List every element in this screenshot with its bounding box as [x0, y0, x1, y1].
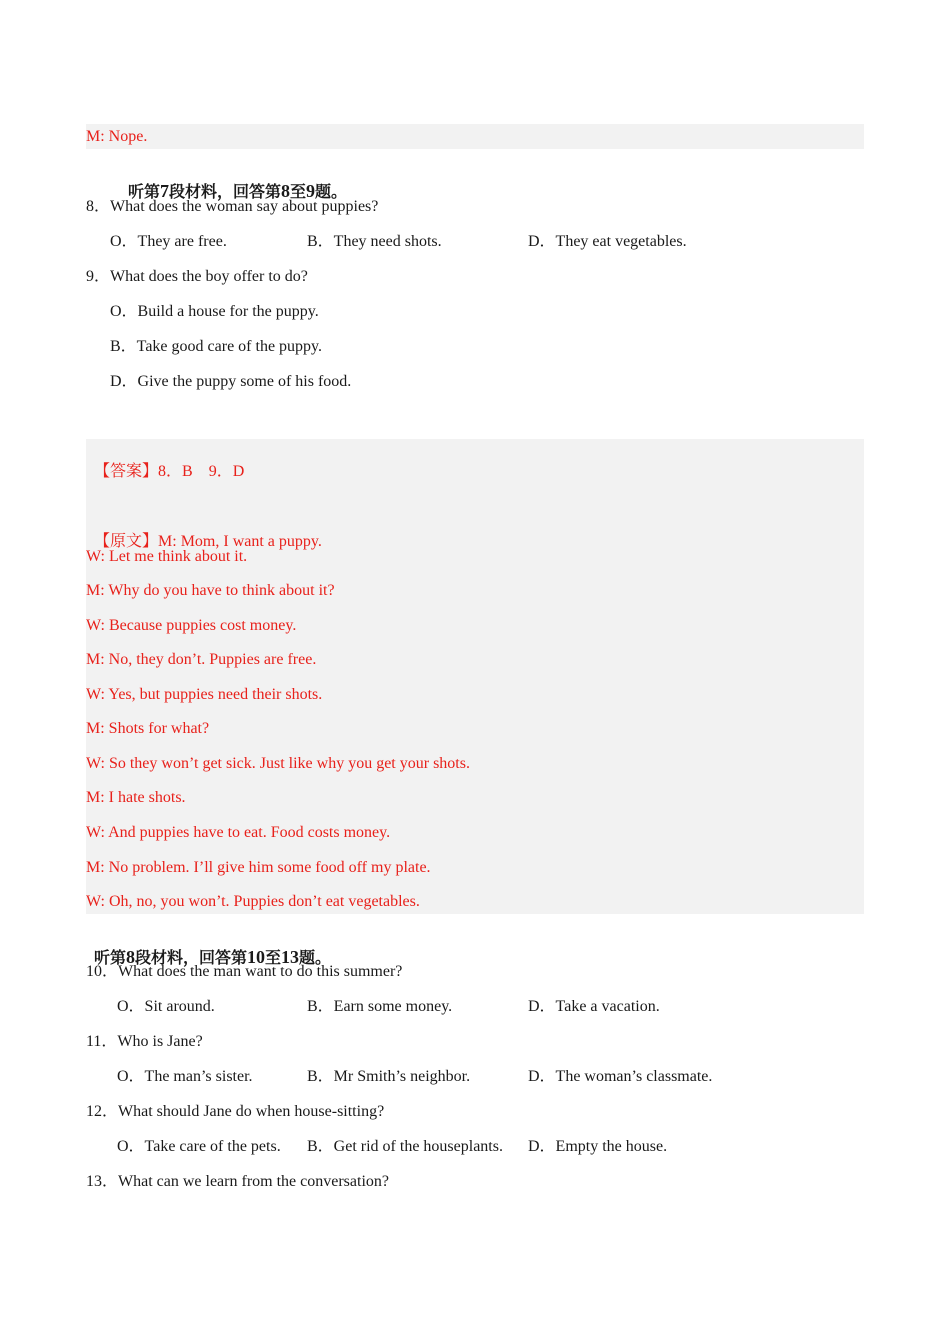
heading-text: 段材料，回答第: [135, 950, 248, 967]
transcript-line: W: So they won’t get sick. Just like why you get your shots.: [86, 755, 470, 772]
transcript-line: W: Yes, but puppies need their shots.: [86, 686, 323, 703]
transcript-line: M: No problem. I’ll give him some food off my plate.: [86, 859, 431, 876]
question-8-option-o: O．They are free.: [110, 233, 227, 250]
heading-text: 题。: [315, 184, 348, 201]
heading-text: 至: [265, 950, 282, 967]
heading-number: 7: [160, 181, 170, 201]
question-9-option-o: O．Build a house for the puppy.: [110, 303, 319, 320]
heading-text: 听第: [128, 184, 161, 201]
transcript-bracket: 【原文】: [94, 533, 159, 550]
question-11-option-b: B．Mr Smith’s neighbor.: [307, 1068, 471, 1085]
transcript-first-line: [86, 512, 322, 552]
question-9-option-b: B．Take good care of the puppy.: [110, 338, 323, 355]
transcript-line: M: Why do you have to think about it?: [86, 582, 335, 599]
question-12-stem: 12．What should Jane do when house-sitting?: [86, 1103, 385, 1120]
transcript-line: M: Mom, I want a puppy.: [158, 533, 322, 550]
question-10-option-d: D．Take a vacation.: [528, 998, 660, 1015]
heading-number: 8: [126, 947, 136, 967]
question-13-stem: 13．What can we learn from the conversation?: [86, 1173, 389, 1190]
transcript-line: W: Oh, no, you won’t. Puppies don’t eat vegetables.: [86, 893, 420, 910]
heading-number: 13: [281, 947, 300, 967]
heading-text: 题。: [299, 950, 332, 967]
transcript-line: M: Shots for what?: [86, 720, 210, 737]
heading-text: 段材料，回答第: [169, 184, 282, 201]
question-11-option-o: O．The man’s sister.: [117, 1068, 253, 1085]
transcript-line: M: Nope.: [86, 128, 148, 145]
question-10-stem: 10．What does the man want to do this summer?: [86, 963, 403, 980]
question-11-option-d: D．The woman’s classmate.: [528, 1068, 713, 1085]
heading-text: 至: [290, 184, 307, 201]
question-12-option-o: O．Take care of the pets.: [117, 1138, 281, 1155]
question-9-stem: 9．What does the boy offer to do?: [86, 268, 308, 285]
answer-bracket: 【答案】: [94, 463, 159, 480]
transcript-line: W: And puppies have to eat. Food costs money.: [86, 824, 391, 841]
transcript-line: M: No, they don’t. Puppies are free.: [86, 651, 317, 668]
question-8-option-b: B．They need shots.: [307, 233, 442, 250]
transcript-line: W: Let me think about it.: [86, 548, 248, 565]
question-8-option-d: D．They eat vegetables.: [528, 233, 687, 250]
transcript-line: W: Because puppies cost money.: [86, 617, 297, 634]
question-12-option-d: D．Empty the house.: [528, 1138, 668, 1155]
question-10-option-b: B．Earn some money.: [307, 998, 453, 1015]
heading-number: 10: [247, 947, 266, 967]
answer-line: [86, 442, 244, 482]
heading-number: 8: [281, 181, 291, 201]
question-11-stem: 11．Who is Jane?: [86, 1033, 203, 1050]
question-12-option-b: B．Get rid of the houseplants.: [307, 1138, 503, 1155]
question-9-option-d: D．Give the puppy some of his food.: [110, 373, 352, 390]
prev-transcript-shade: [86, 124, 864, 149]
transcript-line: M: I hate shots.: [86, 789, 186, 806]
heading-number: 9: [306, 181, 316, 201]
question-8-stem: 8．What does the woman say about puppies?: [86, 198, 379, 215]
question-10-option-o: O．Sit around.: [117, 998, 215, 1015]
heading-text: 听第: [94, 950, 127, 967]
answer-text: 8．B 9．D: [158, 463, 245, 480]
